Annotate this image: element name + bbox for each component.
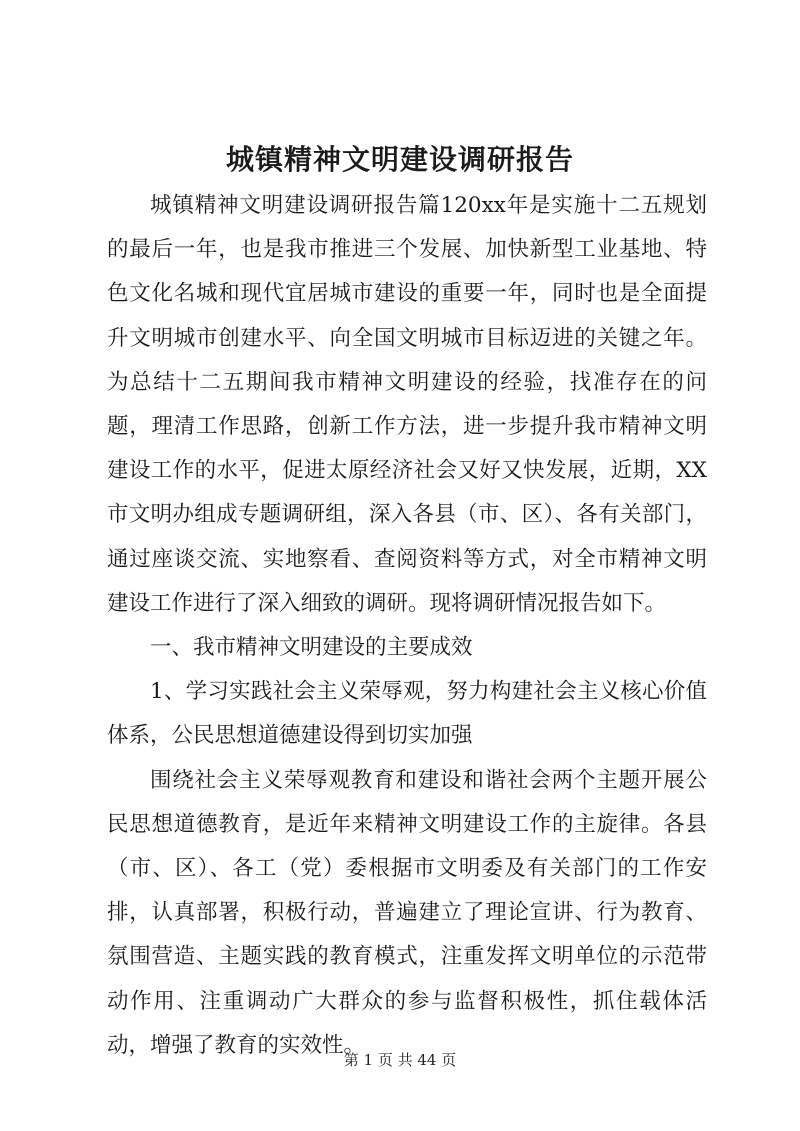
subsection-heading: 1、学习实践社会主义荣辱观，努力构建社会主义核心价值体系，公民思想道德建设得到切实加强: [107, 679, 707, 749]
intro-paragraph: 城镇精神文明建设调研报告篇120xx年是实施十二五规划的最后一年，也是我市推进三个发展、加快新型工业基地、特色文化名城和现代宜居城市建设的重要一年，同时也是全面提升文明城市创建水平、向全国文明城市目标迈进的关键之年。为总结十二五期间我市精神文明建设的经验，找准存在的问题，理清工作思路，创新工作方法，进一步提升我市精神文明建设工作的水平，促进太原经济社会又好又快发展，近期，XX市文明办组成专题调研组，深入各县（市、区）、各有关部门，通过座谈交流、实地察看、查阅资料等方式，对全市精神文明建设工作进行了深入细致的调研。现将调研情况报告如下。: [107, 193, 707, 616]
document-title: 城镇精神文明建设调研报告: [225, 143, 574, 176]
body-paragraph: 围绕社会主义荣辱观教育和建设和谐社会两个主题开展公民思想道德教育，是近年来精神文明建设工作的主旋律。各县（市、区）、各工（党）委根据市文明委及有关部门的工作安排，认真部署，积极行动，普遍建立了理论宣讲、行为教育、氛围营造、主题实践的教育模式，注重发挥文明单位的示范带动作用、注重调动广大群众的参与监督积极性，抓住载体活动，增强了教育的实效性。: [107, 767, 707, 1058]
page-number-footer: 第 1 页 共 44 页: [343, 1051, 457, 1069]
document-body: [107, 184, 707, 1068]
section-heading: 一、我市精神文明建设的主要成效: [150, 635, 473, 661]
